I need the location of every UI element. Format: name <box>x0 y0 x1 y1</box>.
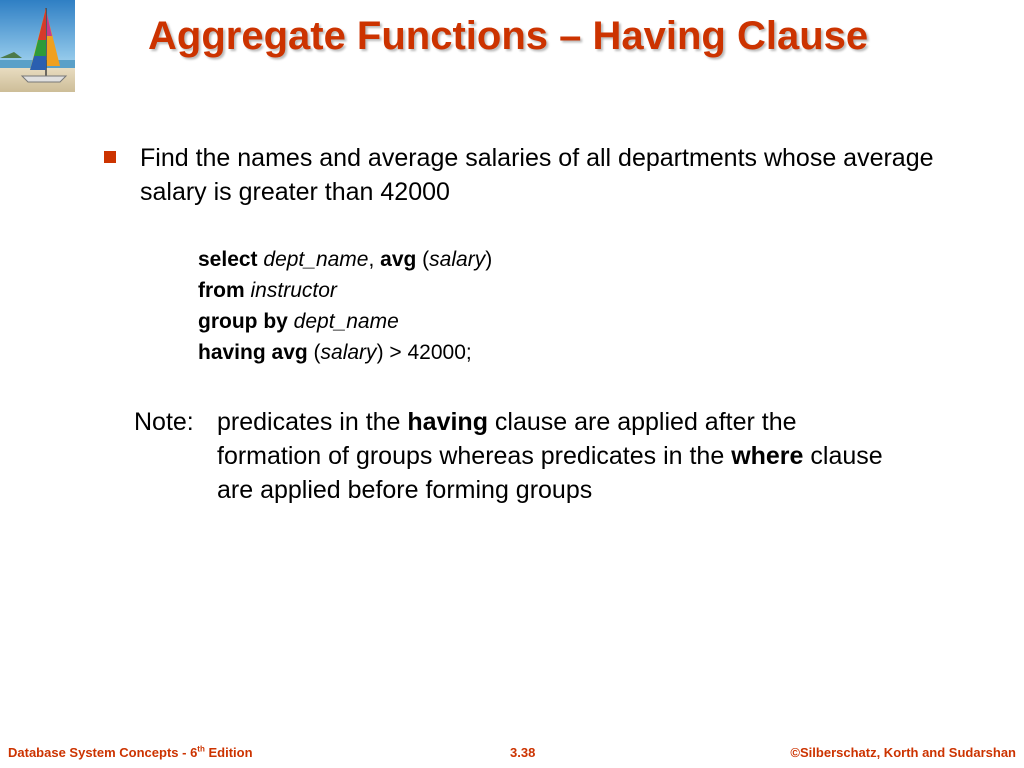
sql-query-block <box>198 244 492 368</box>
note-keyword: having <box>407 408 488 436</box>
sql-keyword: avg <box>380 248 417 271</box>
sql-identifier: salary <box>429 248 486 271</box>
sql-punctuation: ) > 42000; <box>376 341 472 364</box>
note-label: Note: <box>134 408 194 436</box>
bullet-text: Find the names and average salaries of all departments whose average salary is greater than 42000 <box>140 144 934 206</box>
sql-identifier: dept_name <box>293 310 399 333</box>
footer-book-title <box>8 745 253 760</box>
sql-punctuation: ( <box>307 341 321 364</box>
footer-copyright: ©Silberschatz, Korth and Sudarshan <box>790 745 1016 760</box>
note-text: clause are applied before forming groups <box>217 442 883 504</box>
footer-page-number: 3.38 <box>510 745 536 760</box>
sql-keyword: having avg <box>198 341 308 364</box>
footer-edition-label: Edition <box>204 745 253 760</box>
sql-punctuation: ( <box>416 248 430 271</box>
sql-line-from <box>198 275 492 306</box>
sql-keyword: group by <box>198 310 288 333</box>
sql-identifier: dept_name <box>263 248 369 271</box>
square-bullet-icon <box>104 151 116 163</box>
sql-keyword: from <box>198 279 245 302</box>
sql-identifier: instructor <box>250 279 337 302</box>
note-body <box>217 405 907 507</box>
sailboat-logo-icon <box>0 0 75 92</box>
sql-keyword: select <box>198 248 258 271</box>
note-text: predicates in the <box>217 408 408 436</box>
slide-footer <box>0 745 1024 765</box>
sql-punctuation: , <box>368 248 381 271</box>
slide-title: Aggregate Functions – Having Clause <box>148 14 869 58</box>
sql-identifier: salary <box>320 341 377 364</box>
sql-line-group-by <box>198 306 492 337</box>
sql-line-select <box>198 244 492 275</box>
footer-book-name: Database System Concepts - 6 <box>8 745 198 760</box>
note-keyword: where <box>731 442 804 470</box>
sql-line-having <box>198 337 492 368</box>
footer-edition-superscript: th <box>197 744 205 754</box>
sql-punctuation: ) <box>485 248 493 271</box>
note-text: clause are applied after the formation of groups whereas predicates in the <box>217 408 797 470</box>
